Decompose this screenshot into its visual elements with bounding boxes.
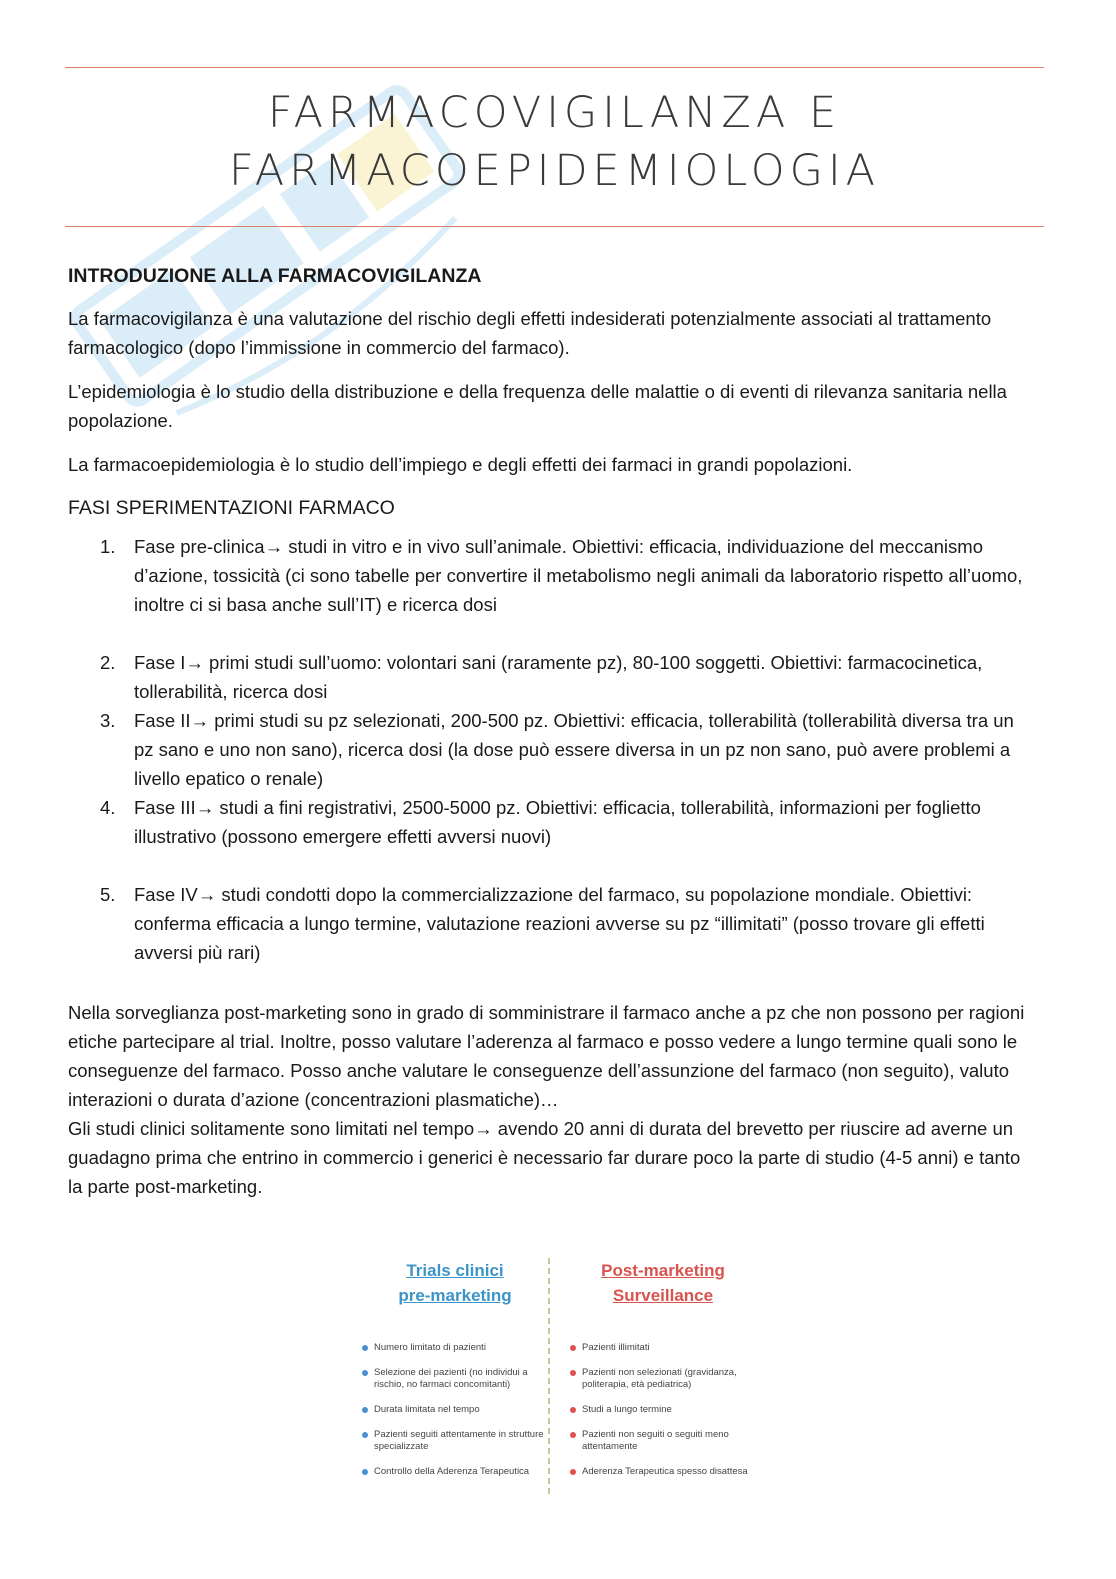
bullet-dot-icon xyxy=(570,1469,576,1475)
list-item-text: Selezione dei pazienti (no individui a rischio, no farmaci concomitanti) xyxy=(374,1367,528,1390)
intro-paragraph-2: L’epidemiologia è lo studio della distribuzione e della frequenza delle malattie o di eventi di rilevanza sanitaria nella popolazione. xyxy=(68,381,1007,431)
list-item xyxy=(68,793,1038,851)
list-item-text: Pazienti non seguiti o seguiti meno attentamente xyxy=(582,1429,729,1452)
list-item xyxy=(68,706,1038,793)
list-item xyxy=(360,1429,550,1453)
bullet-dot-icon xyxy=(570,1407,576,1413)
post-marketing-title-line-1: Post-marketing xyxy=(601,1261,725,1280)
title-line-2: FARMACOEPIDEMIOLOGIA xyxy=(228,146,881,196)
list-item-text: Fase I→ primi studi sull’uomo: volontari sani (raramente pz), 80-100 soggetti. Obiettivi: farmacocinetica, tollerabilità, ricerca dosi xyxy=(134,652,983,702)
list-item xyxy=(568,1404,758,1416)
list-item-text: Fase pre-clinica→ studi in vitro e in vivo sull’animale. Obiettivi: efficacia, individuazione del meccanismo d’azione, tossicità (ci sono tabelle per convertire il metabolismo negli animali da laboratorio rispetto all’uomo, inoltre ci si basa anche sull’IT) e ricerca dosi xyxy=(134,536,1023,615)
list-item-text: Studi a lungo termine xyxy=(582,1404,672,1415)
list-item-number: 2. xyxy=(100,652,116,673)
list-item xyxy=(360,1404,550,1416)
list-item xyxy=(568,1429,758,1453)
phases-list xyxy=(68,532,1038,967)
list-item-number: 5. xyxy=(100,884,116,905)
post-marketing-paragraph-1: Nella sorveglianza post-marketing sono in grado di somministrare il farmaco anche a pz che non possono per ragioni etiche partecipare al trial. Inoltre, posso valutare l’aderenza al farmaco e posso vedere a lungo termine quali sono le conseguenze del farmaco. Posso anche valutare le conseguenze dell’assunzione del farmaco (non seguito), valuto interazioni o durata d’azione (concentrazioni plasmatiche)… xyxy=(68,1002,1025,1110)
bottom-rule xyxy=(65,226,1044,227)
post-marketing-list xyxy=(568,1342,758,1478)
list-item-text: Pazienti non selezionati (gravidanza, politerapia, età pediatrica) xyxy=(582,1367,737,1390)
list-item xyxy=(568,1466,758,1478)
pre-marketing-list xyxy=(360,1342,550,1478)
list-item-text: Fase II→ primi studi su pz selezionati, 200-500 pz. Obiettivi: efficacia, tollerabilità (tollerabilità diversa tra un pz sano e uno non sano), ricerca dosi (la dose può essere diversa in un pz non sano, può avere problemi a livello epatico o renale) xyxy=(134,710,1014,789)
bullet-dot-icon xyxy=(362,1432,368,1438)
document-title xyxy=(65,84,1044,200)
list-item xyxy=(568,1342,758,1354)
bullet-dot-icon xyxy=(362,1345,368,1351)
phases-heading: FASI SPERIMENTAZIONI FARMACO xyxy=(68,497,395,519)
intro-paragraph-3: La farmacoepidemiologia è lo studio dell’impiego e degli effetti dei farmaci in grandi popolazioni. xyxy=(68,454,853,475)
list-item xyxy=(68,532,1038,619)
list-item-text: Aderenza Terapeutica spesso disattesa xyxy=(582,1466,748,1477)
list-item-text: Numero limitato di pazienti xyxy=(374,1342,486,1353)
post-marketing-paragraph-2: Gli studi clinici solitamente sono limitati nel tempo→ avendo 20 anni di durata del brevetto per riuscire ad averne un guadagno prima che entrino in commercio i generici è necessario far durare poco la parte di studio (4-5 anni) e tanto la parte post-marketing. xyxy=(68,1118,1021,1197)
bullet-dot-icon xyxy=(362,1469,368,1475)
list-item xyxy=(68,648,1038,706)
list-item-text: Controllo della Aderenza Terapeutica xyxy=(374,1466,530,1477)
title-line-1: FARMACOVIGILANZA E xyxy=(267,88,842,138)
list-item-text: Pazienti seguiti attentamente in strutture specializzate xyxy=(374,1429,544,1452)
list-item-number: 3. xyxy=(100,710,116,731)
list-item xyxy=(360,1466,550,1478)
list-item-text: Pazienti illimitati xyxy=(582,1342,650,1353)
bullet-dot-icon xyxy=(570,1345,576,1351)
list-item xyxy=(360,1367,550,1391)
top-rule xyxy=(65,67,1044,68)
list-item-text: Fase IV→ studi condotti dopo la commercializzazione del farmaco, su popolazione mondiale. Obiettivi: conferma efficacia a lungo termine, valutazione reazioni avverse su pz “illimitati” (posso trovare gli effetti avversi più rari) xyxy=(134,884,985,963)
list-item xyxy=(68,880,1038,967)
bullet-dot-icon xyxy=(362,1407,368,1413)
comparison-figure xyxy=(360,1258,758,1498)
list-item-number: 1. xyxy=(100,536,116,557)
post-marketing-column xyxy=(568,1258,758,1491)
list-item xyxy=(360,1342,550,1354)
list-item xyxy=(568,1367,758,1391)
intro-heading: INTRODUZIONE ALLA FARMACOVIGILANZA xyxy=(68,265,482,287)
pre-marketing-column xyxy=(360,1258,550,1491)
bullet-dot-icon xyxy=(570,1432,576,1438)
bullet-dot-icon xyxy=(570,1370,576,1376)
list-item-text: Fase III→ studi a fini registrativi, 2500-5000 pz. Obiettivi: efficacia, tollerabilità, informazioni per foglietto illustrativo (possono emergere effetti avversi nuovi) xyxy=(134,797,981,847)
pre-marketing-title-line-1: Trials clinici xyxy=(406,1261,504,1280)
pre-marketing-title-line-2: pre-marketing xyxy=(398,1286,512,1305)
bullet-dot-icon xyxy=(362,1370,368,1376)
intro-paragraph-1: La farmacovigilanza è una valutazione del rischio degli effetti indesiderati potenzialmente associati al trattamento farmacologico (dopo l’immissione in commercio del farmaco). xyxy=(68,308,992,358)
document-body xyxy=(68,262,1038,1201)
list-item-text: Durata limitata nel tempo xyxy=(374,1404,480,1415)
post-marketing-title-line-2: Surveillance xyxy=(612,1286,714,1305)
list-item-number: 4. xyxy=(100,797,116,818)
post-marketing-section xyxy=(68,998,1038,1201)
